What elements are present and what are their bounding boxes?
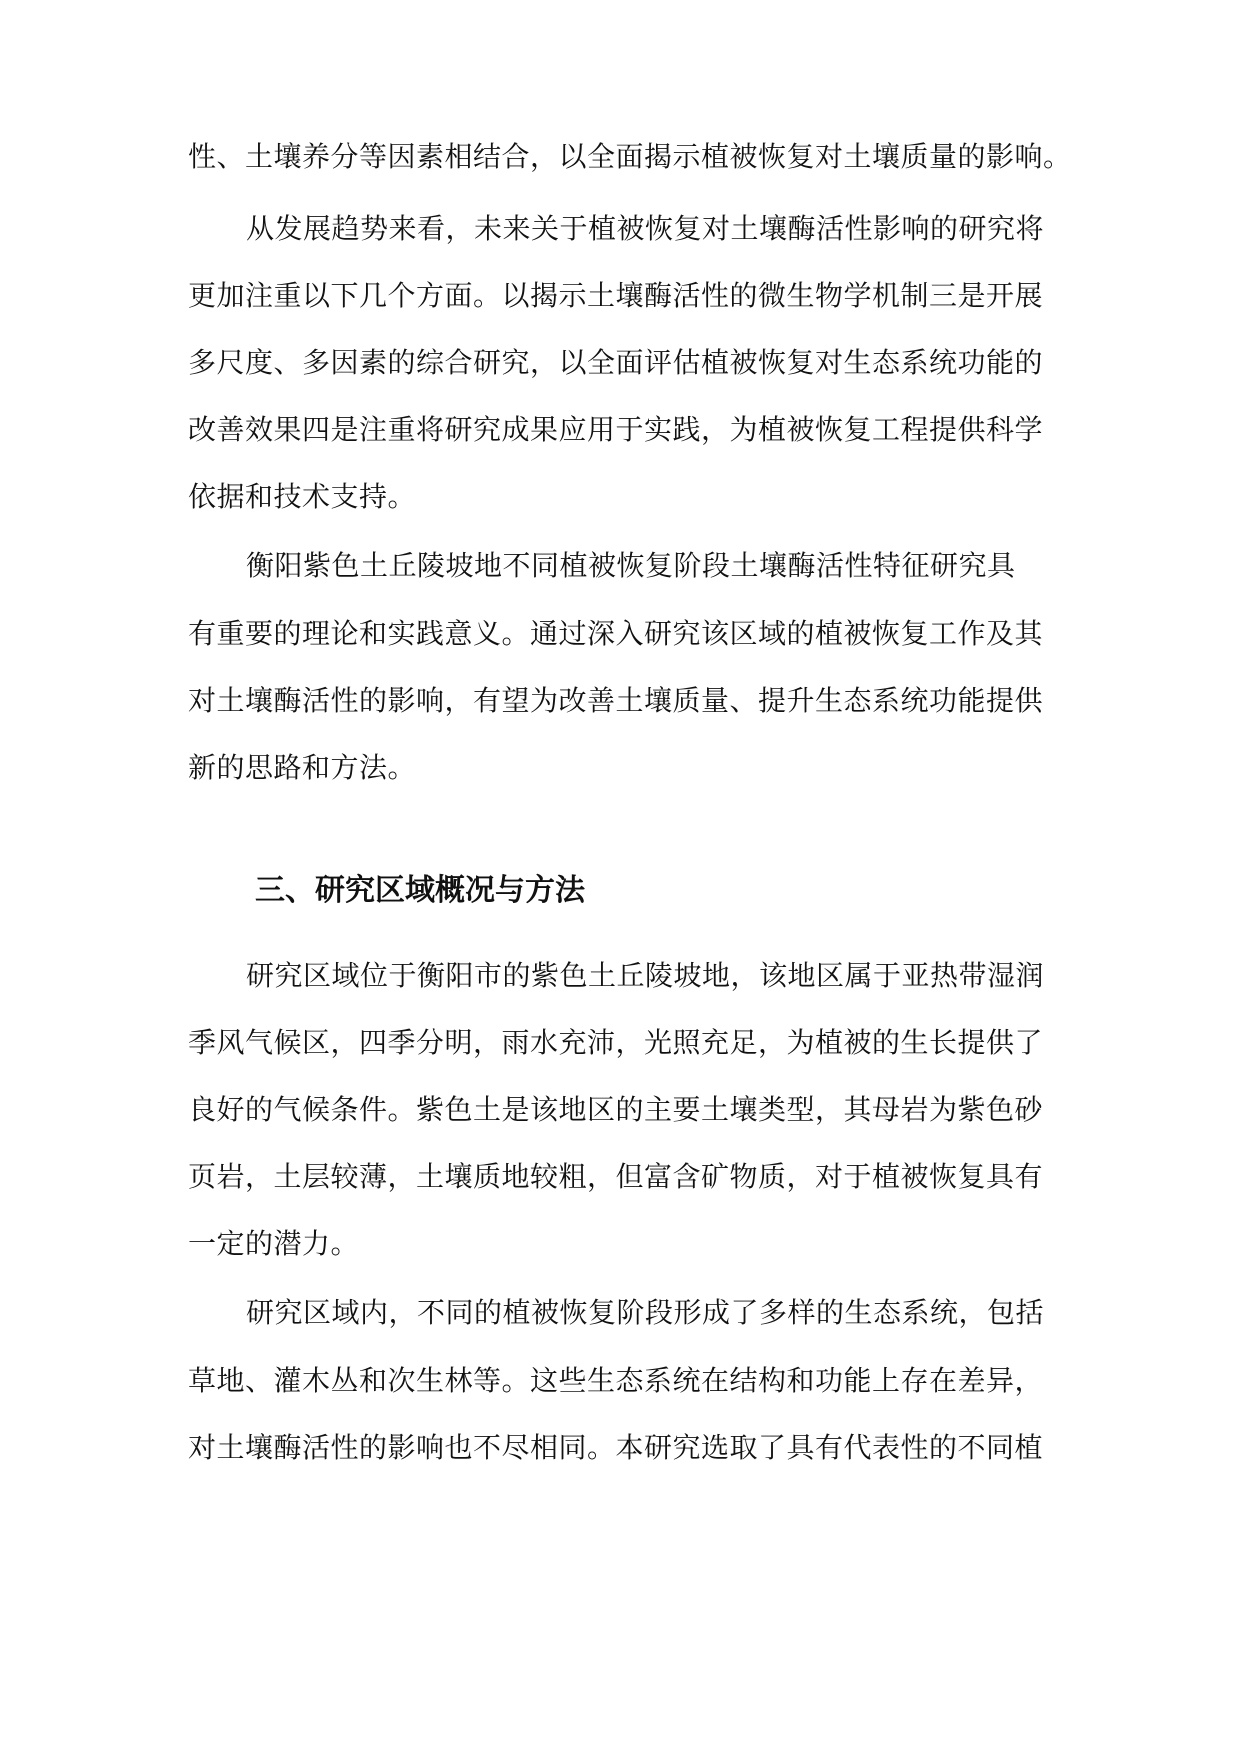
- text-line: 性、土壤养分等因素相结合，以全面揭示植被恢复对土壤质量的影响。: [188, 140, 1072, 173]
- text-line: 一定的潜力。: [188, 1227, 360, 1260]
- text-line: 草地、灌木丛和次生林等。这些生态系统在结构和功能上存在差异，: [188, 1364, 1044, 1397]
- text-line: 季风气候区，四季分明，雨水充沛，光照充足，为植被的生长提供了: [188, 1026, 1044, 1059]
- section-heading: 三、研究区域概况与方法: [255, 873, 585, 908]
- text-line: 有重要的理论和实践意义。通过深入研究该区域的植被恢复工作及其: [188, 617, 1044, 650]
- text-line: 良好的气候条件。紫色土是该地区的主要土壤类型，其母岩为紫色砂: [188, 1093, 1044, 1126]
- paragraph-first-line: 衡阳紫色土丘陵坡地不同植被恢复阶段土壤酶活性特征研究具: [246, 549, 1016, 582]
- text-line: 新的思路和方法。: [188, 751, 417, 784]
- text-line: 改善效果四是注重将研究成果应用于实践，为植被恢复工程提供科学: [188, 413, 1044, 446]
- paragraph-first-line: 研究区域内，不同的植被恢复阶段形成了多样的生态系统，包括: [246, 1296, 1045, 1329]
- text-line: 对土壤酶活性的影响，有望为改善土壤质量、提升生态系统功能提供: [188, 684, 1044, 717]
- text-line: 依据和技术支持。: [188, 480, 417, 513]
- text-line: 更加注重以下几个方面。以揭示土壤酶活性的微生物学机制三是开展: [188, 279, 1044, 312]
- paragraph-first-line: 从发展趋势来看，未来关于植被恢复对土壤酶活性影响的研究将: [246, 212, 1045, 245]
- text-line: 对土壤酶活性的影响也不尽相同。本研究选取了具有代表性的不同植: [188, 1431, 1044, 1464]
- text-line: 多尺度、多因素的综合研究，以全面评估植被恢复对生态系统功能的: [188, 346, 1044, 379]
- text-line: 页岩，土层较薄，土壤质地较粗，但富含矿物质，对于植被恢复具有: [188, 1160, 1044, 1193]
- paragraph-first-line: 研究区域位于衡阳市的紫色土丘陵坡地，该地区属于亚热带湿润: [246, 959, 1045, 992]
